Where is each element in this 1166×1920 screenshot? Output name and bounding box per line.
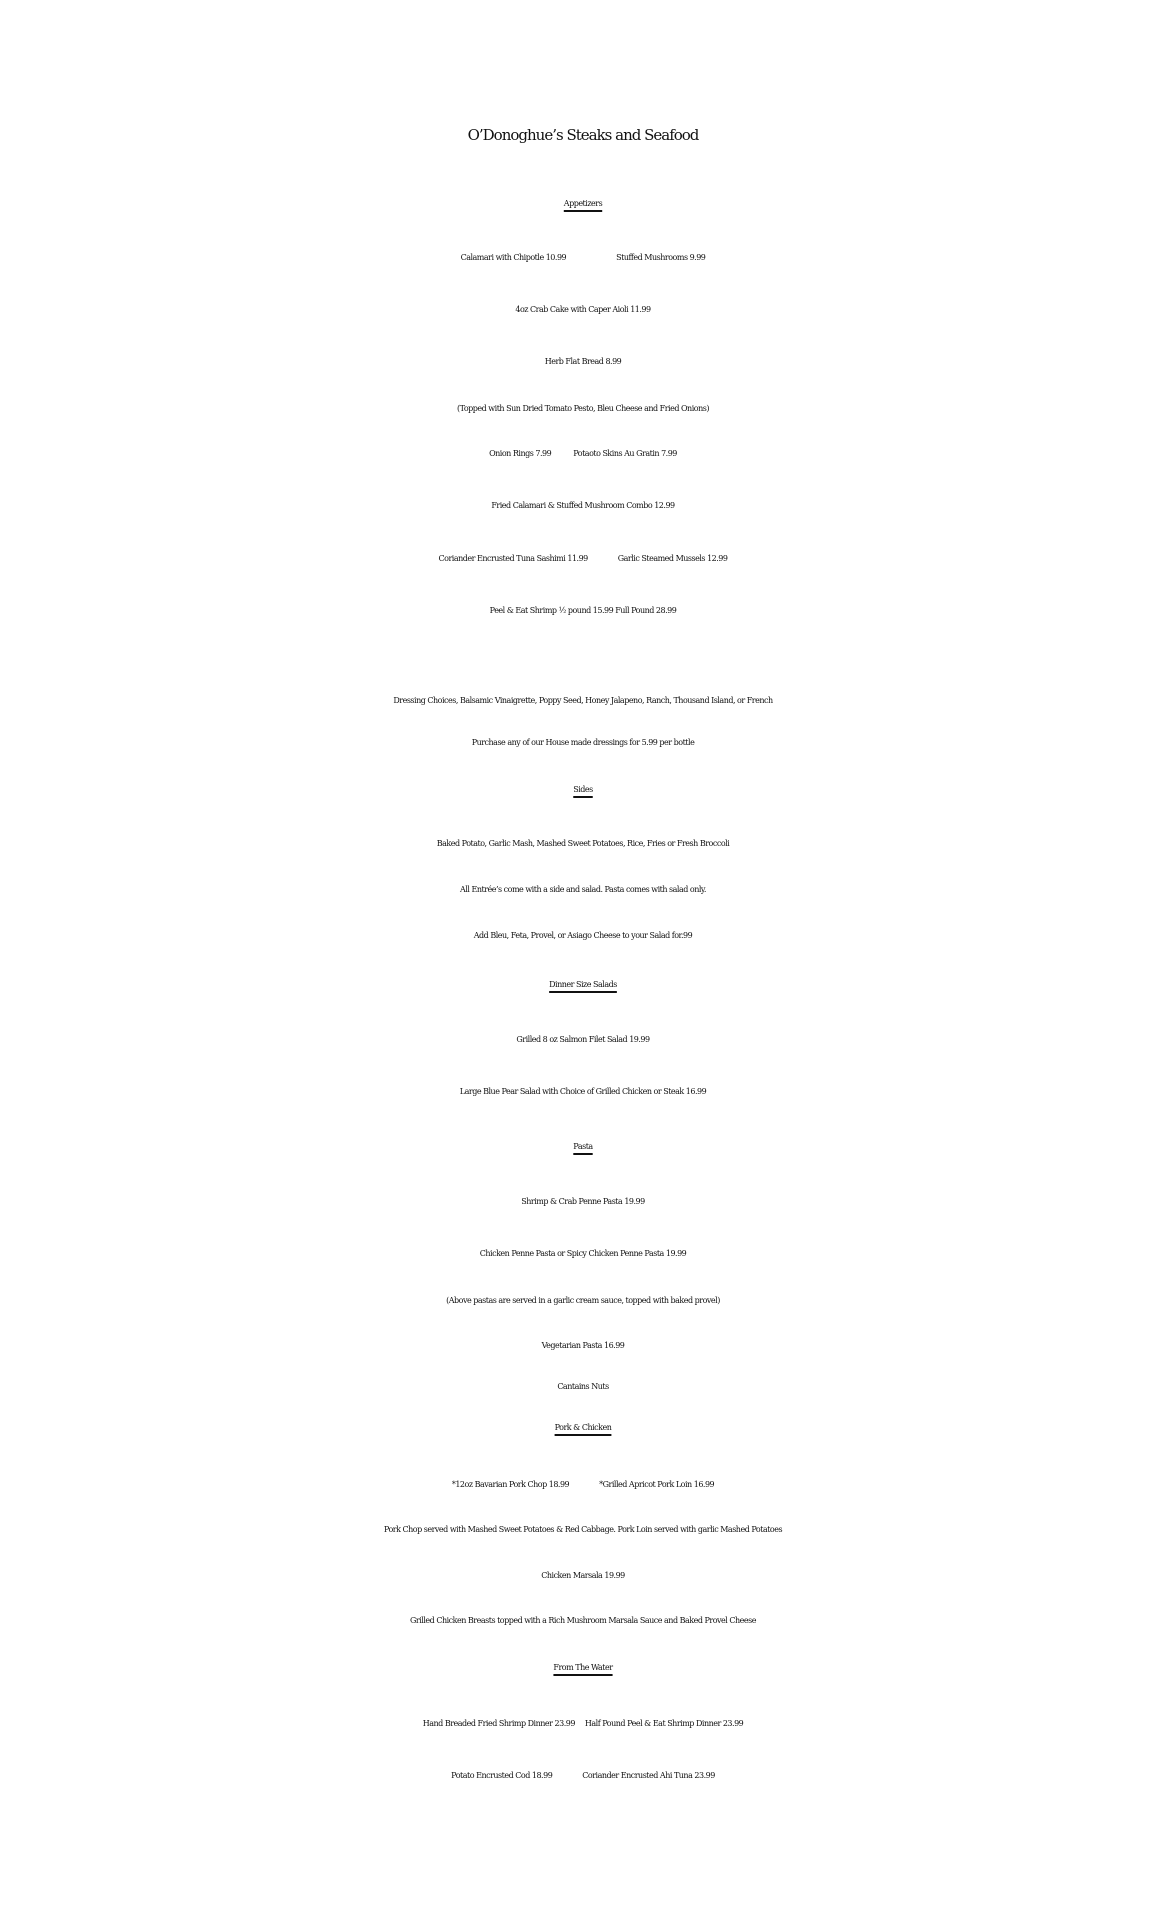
water-heading: From The Water xyxy=(553,1663,613,1672)
menu-item-pork-loin: *Grilled Apricot Pork Loin 16.99 xyxy=(599,1480,715,1489)
menu-item-onion-rings: Onion Rings 7.99 xyxy=(489,449,552,458)
menu-item-fried-shrimp-dinner: Hand Breaded Fried Shrimp Dinner 23.99 xyxy=(422,1719,575,1728)
menu-item-vegetarian-pasta: Vegetarian Pasta 16.99 xyxy=(541,1341,625,1350)
menu-item-pork-chop: *12oz Bavarian Pork Chop 18.99 xyxy=(451,1480,570,1489)
menu-item-stuffed-mushrooms: Stuffed Mushrooms 9.99 xyxy=(616,253,706,262)
pasta-heading: Pasta xyxy=(573,1142,593,1151)
flat-bread-note: (Topped with Sun Dried Tomato Pesto, Bleu Cheese and Fried Onions) xyxy=(457,404,709,413)
menu-line xyxy=(0,1481,1166,1489)
menu-item-chicken-penne: Chicken Penne Pasta or Spicy Chicken Penne Pasta 19.99 xyxy=(479,1249,687,1258)
menu-line xyxy=(0,1720,1166,1728)
pork-chicken-heading: Pork & Chicken xyxy=(554,1423,612,1432)
menu-item-crab-cake: 4oz Crab Cake with Caper Aioli 11.99 xyxy=(515,305,651,314)
menu-item-potato-skins: Potaoto Skins Au Gratin 7.99 xyxy=(573,449,677,458)
menu-item-half-pound-shrimp: Half Pound Peel & Eat Shrimp Dinner 23.99 xyxy=(584,1719,744,1728)
dressing-choices: Dressing Choices, Balsamic Vinaigrette, Poppy Seed, Honey Jalapeno, Ranch, Thousand Island, or French xyxy=(393,696,773,705)
menu-item-calamari: Calamari with Chipotle 10.99 xyxy=(460,253,567,262)
menu-item-peel-eat-shrimp: Peel & Eat Shrimp ½ pound 15.99 Full Pound 28.99 xyxy=(489,606,677,615)
sides-list: Baked Potato, Garlic Mash, Mashed Sweet Potatoes, Rice, Fries or Fresh Broccoli xyxy=(436,839,730,848)
menu-item-tuna-sashimi: Coriander Encrusted Tuna Sashimi 11.99 xyxy=(438,554,588,563)
menu-item-combo: Fried Calamari & Stuffed Mushroom Combo 12.99 xyxy=(491,501,675,510)
marsala-note: Grilled Chicken Breasts topped with a Rich Mushroom Marsala Sauce and Baked Provel Cheese xyxy=(410,1616,756,1625)
appetizers-heading: Appetizers xyxy=(563,199,603,208)
menu-item-cod: Potato Encrusted Cod 18.99 xyxy=(451,1771,553,1780)
menu-line xyxy=(0,1772,1166,1780)
menu-item-mussels: Garlic Steamed Mussels 12.99 xyxy=(617,554,728,563)
salads-heading: Dinner Size Salads xyxy=(549,980,617,989)
cheese-note: Add Bleu, Feta, Provel, or Asiago Cheese to your Salad for.99 xyxy=(473,931,693,940)
menu-line xyxy=(0,450,1166,458)
menu-item-chicken-marsala: Chicken Marsala 19.99 xyxy=(541,1571,625,1580)
sides-heading: Sides xyxy=(573,785,593,794)
menu-item-shrimp-crab-pasta: Shrimp & Crab Penne Pasta 19.99 xyxy=(521,1197,645,1206)
menu-item-salmon-salad: Grilled 8 oz Salmon Filet Salad 19.99 xyxy=(516,1035,650,1044)
page-title: O’Donoghue’s Steaks and Seafood xyxy=(467,126,699,144)
menu-item-flat-bread: Herb Flat Bread 8.99 xyxy=(544,357,622,366)
menu-line xyxy=(0,254,1166,262)
pork-note: Pork Chop served with Mashed Sweet Potatoes & Red Cabbage. Pork Loin served with garlic Mashed Potatoes xyxy=(383,1525,783,1534)
pasta-sauce-note: (Above pastas are served in a garlic cream sauce, topped with baked provel) xyxy=(446,1296,720,1305)
menu-item-ahi-tuna: Coriander Encrusted Ahi Tuna 23.99 xyxy=(582,1771,715,1780)
menu-line xyxy=(0,555,1166,563)
nuts-note: Cantains Nuts xyxy=(557,1382,609,1391)
entree-note: All Entrée’s come with a side and salad. Pasta comes with salad only. xyxy=(460,885,706,894)
menu-item-blue-pear-salad: Large Blue Pear Salad with Choice of Grilled Chicken or Steak 16.99 xyxy=(459,1087,707,1096)
dressing-purchase: Purchase any of our House made dressings for 5.99 per bottle xyxy=(471,738,695,747)
